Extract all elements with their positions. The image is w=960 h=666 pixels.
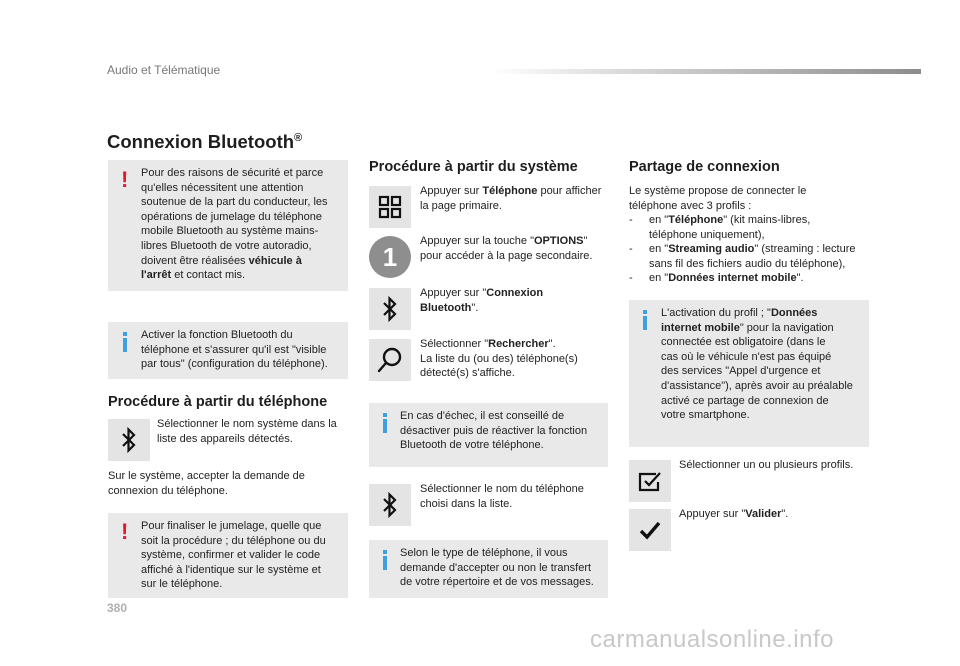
info-text: Activer la fonction Bluetooth du téléphone et s'assurer qu'il est "visible par tous" (configuration du téléphone). <box>141 329 328 371</box>
page-title: Connexion Bluetooth® <box>107 131 303 152</box>
bluetooth-icon-box <box>369 484 411 526</box>
info-icon <box>382 550 388 570</box>
system-step-connexion: Appuyer sur "Connexion Bluetooth". <box>420 287 544 314</box>
list-item: - en "Téléphone" (kit mains-libres, téléphone uniquement), <box>629 214 811 241</box>
system-step-options: Appuyer sur la touche "OPTIONS" pour accéder à la page secondaire. <box>420 235 593 262</box>
heading-connection-sharing: Partage de connexion <box>629 159 780 175</box>
info-text: En cas d'échec, il est conseillé de désactiver puis de réactiver la fonction Bluetooth de votre téléphone. <box>400 410 588 452</box>
list-item: - en "Streaming audio" (streaming : lecture sans fil des fichiers audio du téléphone), <box>629 243 856 270</box>
warning-box-pairing <box>108 513 348 598</box>
grid-icon-box <box>369 186 411 228</box>
info-box-failure <box>369 403 608 467</box>
phone-accept-paragraph: Sur le système, accepter la demande de connexion du téléphone. <box>108 470 305 497</box>
sharing-intro: Le système propose de connecter le téléphone avec 3 profils : <box>629 185 807 212</box>
header-bar <box>490 69 921 74</box>
info-box-data-profile <box>629 300 869 447</box>
bluetooth-icon-box <box>108 419 150 461</box>
heading-phone-procedure: Procédure à partir du téléphone <box>108 394 328 410</box>
bluetooth-icon-box <box>369 288 411 330</box>
warning-text: Pour des raisons de sécurité et parce qu'elles nécessitent une attention soutenue de la part du conducteur, les opérations de jumelage du téléphone mobile Bluetooth au système mains- libres Bluetooth de votre autoradio, doivent être réalisées véhicule à l'arrêt et contact mis. <box>141 167 328 282</box>
heading-system-procedure: Procédure à partir du système <box>369 159 578 175</box>
watermark: carmanualsonline.info <box>590 626 834 653</box>
profile-list <box>629 213 874 286</box>
info-text: Selon le type de téléphone, il vous demande d'accepter ou non le transfert de votre répertoire et de vos messages. <box>400 547 594 589</box>
checkbox-icon-box <box>629 460 671 502</box>
info-icon <box>122 332 128 352</box>
page-number: 380 <box>107 601 128 615</box>
search-icon <box>376 346 404 374</box>
info-text: L'activation du profil ; "Données internet mobile" pour la navigation connectée est obligatoire (dans le cas où le véhicule n'est pas équipé des services "Appel d'urgence et d'assistance"), après avoir au préalable activé ce partage de connexion de votre smartphone. <box>661 307 853 422</box>
system-step-phone: Appuyer sur Téléphone pour afficher la page primaire. <box>420 185 602 212</box>
checkmark-icon <box>638 519 662 541</box>
info-icon <box>382 413 388 433</box>
warning-box-safety <box>108 160 348 291</box>
bluetooth-icon <box>380 295 400 323</box>
info-box-activate <box>108 322 348 379</box>
system-step-search: Sélectionner "Rechercher". La liste du (ou des) téléphone(s) détecté(s) s'affiche. <box>420 338 578 380</box>
checkmark-icon-box <box>629 509 671 551</box>
bluetooth-icon <box>119 426 139 454</box>
bluetooth-icon <box>380 491 400 519</box>
checkbox-icon <box>638 470 662 492</box>
warning-icon: ! <box>121 167 129 192</box>
step-number-badge: 1 <box>369 236 411 278</box>
section-title: Audio et Télématique <box>107 63 221 77</box>
search-icon-box <box>369 339 411 381</box>
warning-text: Pour finaliser le jumelage, quelle que soit la procédure ; du téléphone ou du système, confirmer et valider le code affiché à l'identique sur le système et sur le téléphone. <box>141 520 326 591</box>
list-item: - en "Données internet mobile". <box>629 272 804 285</box>
info-icon <box>642 310 648 330</box>
warning-icon: ! <box>121 519 129 544</box>
profile-step-select: Sélectionner un ou plusieurs profils. <box>679 459 854 471</box>
grid-icon <box>378 195 402 219</box>
system-step-select-phone: Sélectionner le nom du téléphone choisi dans la liste. <box>420 483 584 510</box>
phone-step-text: Sélectionner le nom système dans la liste des appareils détectés. <box>157 418 337 445</box>
info-box-transfer <box>369 540 608 598</box>
profile-step-validate: Appuyer sur "Valider". <box>679 508 789 520</box>
